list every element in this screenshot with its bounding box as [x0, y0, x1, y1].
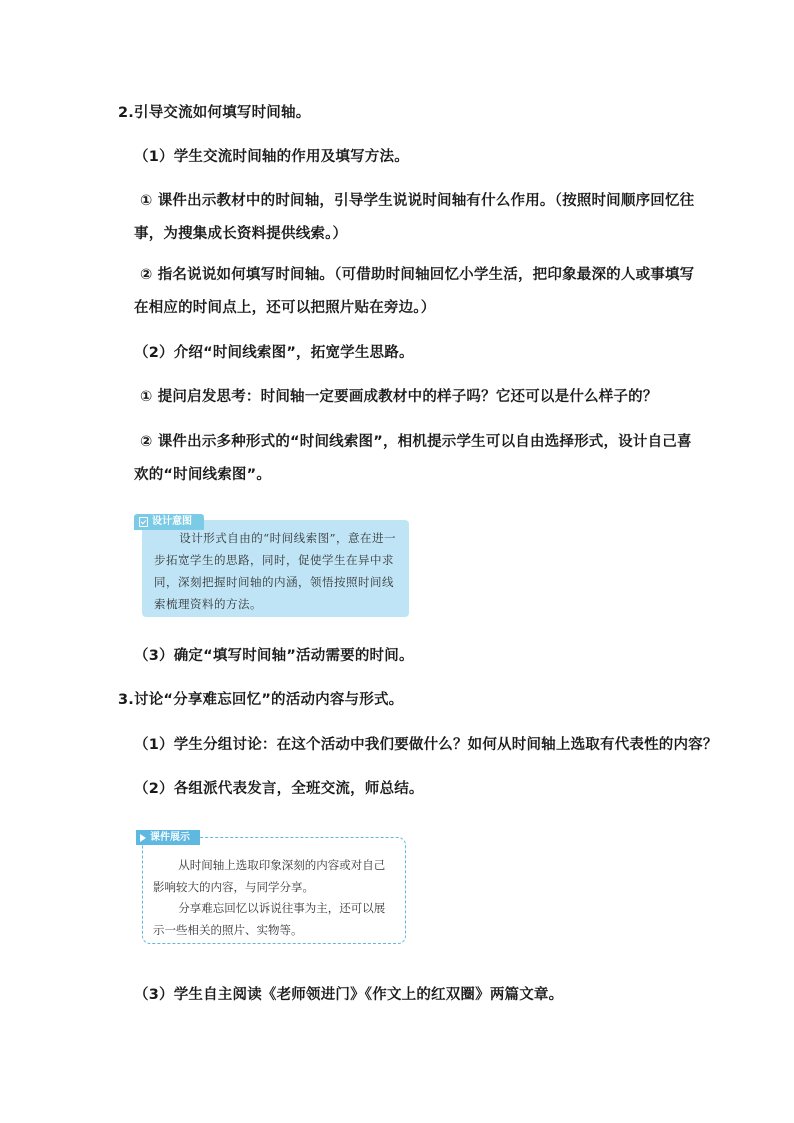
section3-heading: 3.讨论“分享难忘回忆”的活动内容与形式。 — [118, 692, 404, 708]
section2-point4-line2: 欢的“时间线索图”。 — [134, 467, 272, 483]
section2-item3: （3）确定“填写时间轴”活动需要的时间。 — [134, 648, 414, 664]
section2-point1-line1: ① 课件出示教材中的时间轴，引导学生说说时间轴有什么作用。（按照时间顺序回忆往 — [140, 193, 695, 209]
section2-point1-line2: 事，为搜集成长资料提供线索。） — [134, 226, 348, 242]
courseware-label: 课件展示 — [150, 831, 190, 843]
design-intent-label: 设计意图 — [152, 516, 192, 527]
section2-heading: 2.引导交流如何填写时间轴。 — [118, 105, 311, 121]
section2-item1: （1）学生交流时间轴的作用及填写方法。 — [134, 149, 409, 165]
section2-point2-line1: ② 指名说说如何填写时间轴。（可借助时间轴回忆小学生活，把印象最深的人或事填写 — [140, 267, 695, 283]
section2-point2-line2: 在相应的时间点上，还可以把照片贴在旁边。） — [134, 300, 436, 316]
courseware-para2: 分享难忘回忆以诉说往事为主，还可以展示一些相关的照片、实物等。 — [153, 901, 386, 937]
section2-point4-line1: ② 课件出示多种形式的“时间线索图”，相机提示学生可以自由选择形式，设计自己喜 — [140, 434, 692, 450]
design-intent-text: 设计形式自由的“时间线索图”，意在进一步拓宽学生的思路，同时，促使学生在异中求同，深刻把握时间轴的内涵，领悟按照时间线索梳理资料的方法。 — [154, 531, 397, 611]
section3-item3: （3）学生自主阅读《老师领进门》《作文上的红双圈》两篇文章。 — [134, 987, 564, 1003]
courseware-para1: 从时间轴上选取印象深刻的内容或对自己影响较大的内容，与同学分享。 — [153, 858, 386, 894]
play-triangle-icon — [140, 834, 146, 842]
courseware-box — [142, 837, 406, 944]
design-intent-tab — [134, 514, 204, 530]
section2-point3: ① 提问启发思考：时间轴一定要画成教材中的样子吗？它还可以是什么样子的？ — [140, 389, 658, 405]
courseware-tab — [136, 830, 200, 845]
section3-item2: （2）各组派代表发言，全班交流，师总结。 — [134, 781, 424, 797]
section2-item2: （2）介绍“时间线索图”，拓宽学生思路。 — [134, 345, 414, 361]
checklist-icon — [139, 517, 148, 527]
section3-item1: （1）学生分组讨论：在这个活动中我们要做什么？如何从时间轴上选取有代表性的内容？ — [134, 737, 718, 753]
design-intent-box — [142, 520, 409, 617]
